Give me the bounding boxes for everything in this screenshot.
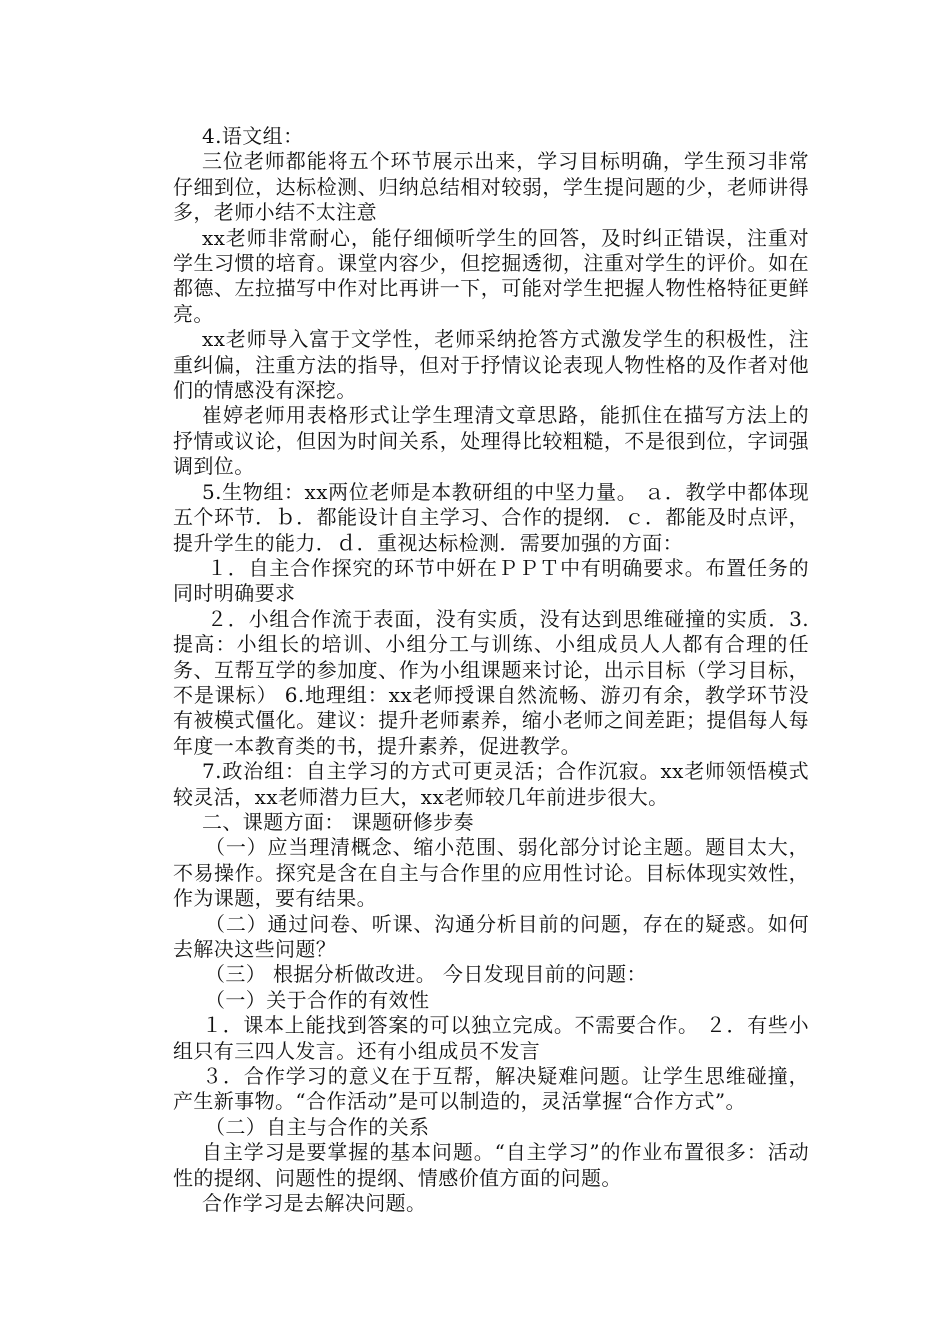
paragraph: 崔婷老师用表格形式让学生理清文章思路，能抓住在描写方法上的抒情或议论，但因为时间关系，处理得比较粗糙，不是很到位，字词强调到位。 (173, 403, 809, 479)
paragraph-heading-chinese-group: 4.语文组： (202, 124, 304, 148)
paragraph: １．课本上能找到答案的可以独立完成。不需要合作。 ２．有些小组只有三四人发言。还有小组成员不发言 (173, 1013, 809, 1063)
paragraph: （二）通过问卷、听课、沟通分析目前的问题，存在的疑惑。如何去解决这些问题？ (173, 911, 809, 961)
paragraph: 合作学习是去解决问题。 (202, 1191, 427, 1216)
paragraph: （一）应当理清概念、缩小范围、弱化部分讨论主题。题目太大，不易操作。探究是含在自主与合作里的应用性讨论。目标体现实效性，作为课题，要有结果。 (173, 835, 809, 911)
paragraph: １．自主合作探究的环节中妍在ＰＰＴ中有明确要求。布置任务的同时明确要求 (173, 555, 809, 606)
paragraph-politics-group: 7.政治组：自主学习的方式可更灵活；合作沉寂。xx老师领悟模式较灵活，xx老师潜力巨大，xx老师较几年前进步很大。 (173, 759, 809, 809)
paragraph: 自主学习是要掌握的基本问题。“自主学习”的作业布置很多：活动性的提纲、问题性的提纲、情感价值方面的问题。 (173, 1140, 809, 1190)
paragraph-biology-group: 5.生物组：xx两位老师是本教研组的中坚力量。 ａ．教学中都体现五个环节．ｂ．都能设计自主学习、合作的提纲．ｃ．都能及时点评，提升学生的能力．ｄ．重视达标检测．需要加强的方面： (173, 479, 809, 555)
document-body (173, 124, 809, 1216)
section-heading-research: 二、课题方面： 课题研修步奏 (202, 809, 474, 834)
paragraph: ２．小组合作流于表面，没有实质，没有达到思维碰撞的实质．3.提高：小组长的培训、小组分工与训练、小组成员人人都有合理的任务、互帮互学的参加度、作为小组课题来讨论，出示目标（学习目标，不是课标） 6.地理组：xx老师授课自然流畅、游刃有余，教学环节没有被模式僵化。建议：提升老师素养，缩小老师之间差距；提倡每人每年度一本教育类的书，提升素养，促进教学。 (173, 606, 809, 758)
paragraph: xx老师导入富于文学性，老师采纳抢答方式激发学生的积极性，注重纠偏，注重方法的指导，但对于抒情议论表现人物性格的及作者对他们的情感没有深挖。 (173, 327, 809, 403)
paragraph: 三位老师都能将五个环节展示出来，学习目标明确，学生预习非常仔细到位，达标检测、归纳总结相对较弱，学生提问题的少，老师讲得多，老师小结不太注意 (173, 149, 809, 225)
subheading-cooperation-effectiveness: （一）关于合作的有效性 (205, 987, 430, 1012)
paragraph: （三） 根据分析做改进。 今日发现目前的问题： (205, 962, 647, 987)
paragraph: ３．合作学习的意义在于互帮，解决疑难问题。让学生思维碰撞，产生新事物。“合作活动”是可以制造的，灵活掌握“合作方式”。 (173, 1064, 809, 1114)
paragraph: xx老师非常耐心，能仔细倾听学生的回答，及时纠正错误，注重对学生习惯的培育。课堂内容少，但挖掘透彻，注重对学生的评价。如在都德、左拉描写中作对比再讲一下，可能对学生把握人物性格特征更鲜亮。 (173, 225, 809, 326)
subheading-autonomy-cooperation: （二）自主与合作的关系 (205, 1114, 430, 1139)
